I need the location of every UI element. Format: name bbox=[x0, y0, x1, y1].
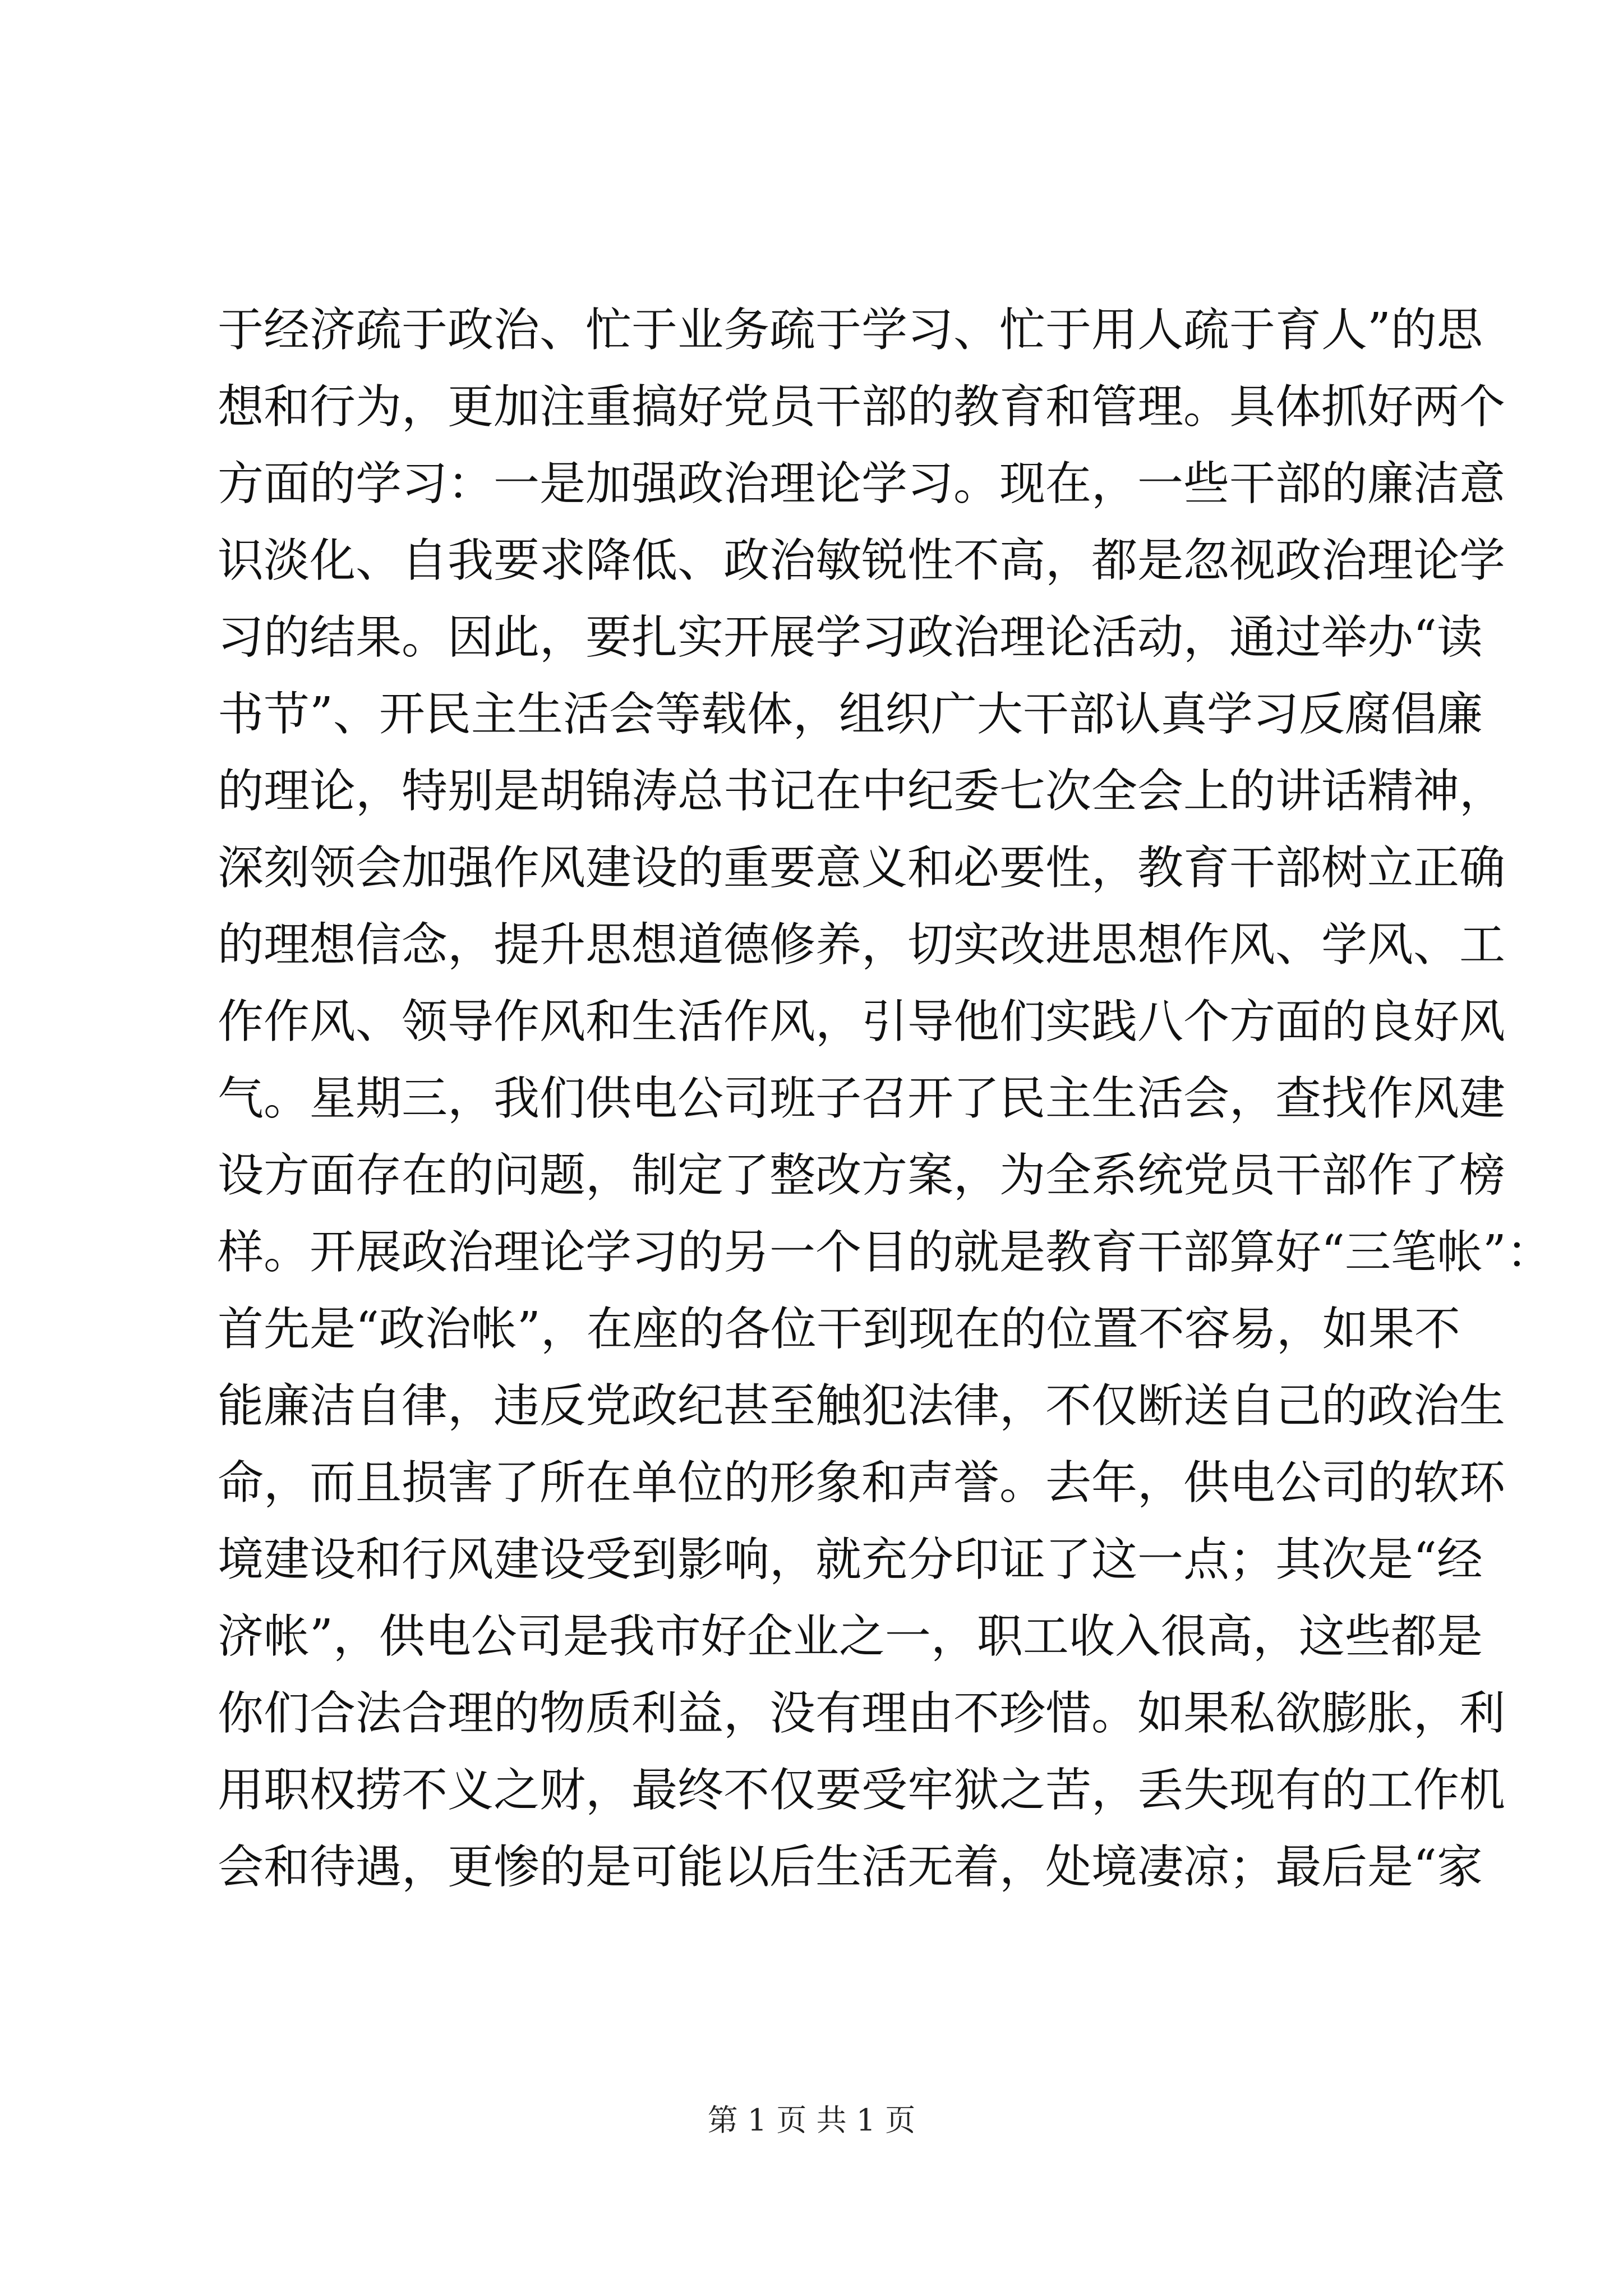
text-line: 深刻领会加强作风建设的重要意义和必要性，教育干部树立正确 bbox=[218, 841, 1506, 895]
text-line: 于经济疏于政治、忙于业务疏于学习、忙于用人疏于育人”的思 bbox=[218, 303, 1483, 357]
text-line: 济帐”，供电公司是我市好企业之一，职工收入很高，这些都是 bbox=[218, 1610, 1483, 1663]
page-footer bbox=[0, 2098, 1623, 2143]
text-line: 识淡化、自我要求降低、政治敏锐性不高，都是忽视政治理论学 bbox=[218, 534, 1506, 587]
text-line: 命，而且损害了所在单位的形象和声誉。去年，供电公司的软环 bbox=[218, 1456, 1506, 1510]
text-line: 首先是“政治帐”，在座的各位干到现在的位置不容易，如果不 bbox=[218, 1303, 1460, 1356]
text-line: 想和行为，更加注重搞好党员干部的教育和管理。具体抓好两个 bbox=[218, 380, 1506, 434]
text-line: 设方面存在的问题，制定了整改方案，为全系统党员干部作了榜 bbox=[218, 1149, 1506, 1202]
text-line: 的理想信念，提升思想道德修养，切实改进思想作风、学风、工 bbox=[218, 918, 1506, 972]
text-line: 用职权捞不义之财，最终不仅要受牢狱之苦，丢失现有的工作机 bbox=[218, 1764, 1506, 1817]
text-line: 方面的学习：一是加强政治理论学习。现在，一些干部的廉洁意 bbox=[218, 457, 1506, 510]
text-line: 能廉洁自律，违反党政纪甚至触犯法律，不仅断送自己的政治生 bbox=[218, 1379, 1506, 1433]
body-text bbox=[218, 292, 1552, 1906]
page-number-label: 第 1 页 共 1 页 bbox=[707, 2102, 916, 2138]
text-line: 气。星期三，我们供电公司班子召开了民主生活会，查找作风建 bbox=[218, 1072, 1506, 1125]
text-line: 会和待遇，更惨的是可能以后生活无着，处境凄凉；最后是“家 bbox=[218, 1841, 1483, 1894]
text-line: 的理论，特别是胡锦涛总书记在中纪委七次全会上的讲话精神， bbox=[218, 765, 1506, 818]
text-line: 样。开展政治理论学习的另一个目的就是教育干部算好“三笔帐”： bbox=[218, 1226, 1552, 1279]
text-line: 境建设和行风建设受到影响，就充分印证了这一点；其次是“经 bbox=[218, 1533, 1483, 1586]
text-line: 作作风、领导作风和生活作风，引导他们实践八个方面的良好风 bbox=[218, 995, 1506, 1048]
text-line: 习的结果。因此，要扎实开展学习政治理论活动，通过举办“读 bbox=[218, 611, 1483, 664]
text-line: 你们合法合理的物质利益，没有理由不珍惜。如果私欲膨胀，利 bbox=[218, 1687, 1506, 1740]
text-line: 书节”、开民主生活会等载体，组织广大干部认真学习反腐倡廉 bbox=[218, 688, 1483, 741]
